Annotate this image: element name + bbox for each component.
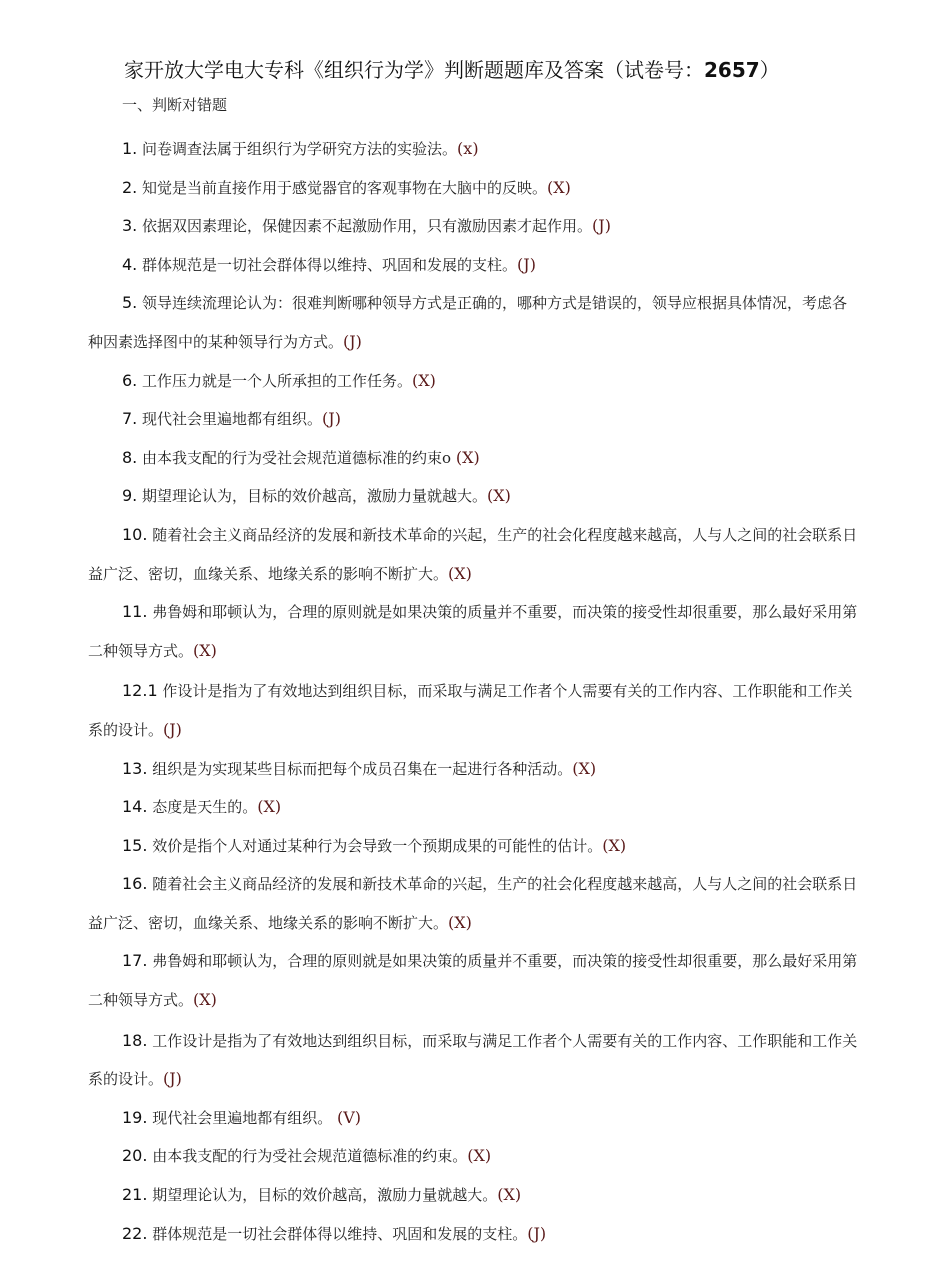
question-text: 效价是指个人对通过某种行为会导致一个预期成果的可能性的估计。 bbox=[147, 836, 603, 855]
question-number: 18. bbox=[122, 1030, 148, 1050]
question-text: 期望理论认为，目标的效价越高，激励力量就越大。 bbox=[137, 487, 488, 506]
question-text: 由本我支配的行为受社会规范道德标准的约束o bbox=[137, 448, 456, 467]
question-text: 随着社会主义商品经济的发展和新技术革命的兴起，生产的社会化程度越来越高，人与人之间的社会联系日益广泛、密切，血缘关系、地缘关系的影响不断扩大。 bbox=[88, 875, 858, 932]
question-number: 6. bbox=[122, 370, 138, 390]
question-number: 19. bbox=[122, 1107, 148, 1127]
answer-mark: (X) bbox=[467, 1146, 492, 1166]
list-item bbox=[0, 516, 950, 593]
answer-mark: (J) bbox=[163, 719, 182, 739]
question-text: 现代社会里遍地都有组织。 bbox=[147, 1108, 337, 1127]
question-text: 由本我支配的行为受社会规范道德标准的约束。 bbox=[147, 1147, 468, 1166]
question-text: 领导连续流理论认为：很难判断哪种领导方式是正确的，哪种方式是错误的，领导应根据具体情况，考虑各种因素选择图中的某种领导行为方式。 bbox=[88, 294, 848, 351]
question-text: 作设计是指为了有效地达到组织目标，而采取与满足工作者个人需要有关的工作内容、工作职能和工作关系的设计。 bbox=[88, 682, 853, 739]
question-number: 10. bbox=[122, 524, 148, 544]
list-item bbox=[0, 439, 950, 478]
list-item bbox=[0, 1137, 950, 1176]
answer-mark: (X) bbox=[448, 563, 472, 583]
question-text: 组织是为实现某些目标而把每个成员召集在一起进行各种活动。 bbox=[147, 759, 573, 778]
question-number: 20. bbox=[122, 1146, 148, 1166]
answer-mark: (X) bbox=[487, 486, 511, 506]
answer-mark: (X) bbox=[193, 990, 217, 1010]
question-number: 9. bbox=[122, 486, 138, 506]
question-text: 依据双因素理论，保健因素不起激励作用，只有激励因素才起作用。 bbox=[137, 217, 593, 236]
list-item bbox=[0, 942, 950, 1019]
question-text: 群体规范是一切社会群体得以维持、巩固和发展的支柱。 bbox=[147, 1224, 528, 1243]
answer-mark: (X) bbox=[412, 370, 436, 390]
list-item bbox=[0, 827, 950, 866]
title-suffix: ） bbox=[759, 58, 780, 82]
answer-mark: (J) bbox=[322, 409, 341, 429]
list-item bbox=[0, 788, 950, 827]
answer-mark: (X) bbox=[193, 640, 217, 660]
list-item bbox=[0, 750, 950, 789]
question-number: 21. bbox=[122, 1185, 148, 1205]
list-item bbox=[0, 207, 950, 246]
question-number: 12.1 bbox=[122, 681, 158, 701]
answer-mark: (J) bbox=[592, 216, 611, 236]
question-text: 期望理论认为，目标的效价越高，激励力量就越大。 bbox=[147, 1186, 498, 1205]
question-number: 7. bbox=[122, 409, 138, 429]
list-item bbox=[0, 1176, 950, 1215]
question-text: 问卷调查法属于组织行为学研究方法的实验法。 bbox=[137, 140, 458, 158]
question-text: 态度是天生的。 bbox=[147, 798, 258, 817]
question-number: 1. bbox=[122, 139, 138, 158]
list-item bbox=[0, 284, 950, 361]
answer-mark: (J) bbox=[163, 1069, 182, 1089]
list-item bbox=[0, 1022, 950, 1099]
answer-mark: (X) bbox=[455, 447, 480, 467]
question-text: 现代社会里遍地都有组织。 bbox=[137, 410, 323, 429]
answer-mark: (J) bbox=[343, 331, 362, 351]
answer-mark: (X) bbox=[448, 912, 472, 932]
answer-mark: (X) bbox=[572, 758, 597, 778]
section-heading: 一、判断对错题 bbox=[122, 96, 228, 114]
question-list bbox=[0, 130, 950, 1253]
list-item bbox=[0, 400, 950, 439]
list-item bbox=[0, 130, 950, 169]
answer-mark: (J) bbox=[527, 1223, 547, 1243]
list-item bbox=[0, 672, 950, 749]
answer-mark: (X) bbox=[257, 797, 282, 817]
title-prefix: 家开放大学电大专科《组织行为学》判断题题库及答案（试卷号： bbox=[124, 58, 704, 82]
question-text: 群体规范是一切社会群体得以维持、巩固和发展的支柱。 bbox=[137, 255, 518, 274]
answer-mark: (X) bbox=[547, 177, 571, 197]
question-number: 2. bbox=[122, 177, 138, 197]
question-text: 随着社会主义商品经济的发展和新技术革命的兴起，生产的社会化程度越来越高，人与人之间的社会联系日益广泛、密切，血缘关系、地缘关系的影响不断扩大。 bbox=[88, 525, 858, 583]
question-number: 16. bbox=[122, 874, 148, 894]
question-number: 4. bbox=[122, 254, 138, 274]
question-number: 5. bbox=[122, 293, 138, 313]
list-item bbox=[0, 246, 950, 285]
answer-mark: (x) bbox=[457, 139, 479, 158]
list-item bbox=[0, 477, 950, 516]
question-number: 11. bbox=[122, 602, 148, 622]
list-item bbox=[0, 593, 950, 670]
list-item bbox=[0, 865, 950, 942]
question-number: 13. bbox=[122, 758, 148, 778]
question-text: 知觉是当前直接作用于感觉器官的客观事物在大脑中的反映。 bbox=[137, 178, 548, 197]
question-text: 工作压力就是一个人所承担的工作任务。 bbox=[137, 371, 413, 390]
question-number: 15. bbox=[122, 835, 148, 855]
list-item bbox=[0, 169, 950, 208]
page-title bbox=[124, 56, 924, 84]
question-number: 17. bbox=[122, 951, 148, 971]
list-item bbox=[0, 1099, 950, 1138]
exam-number: 2657 bbox=[704, 58, 760, 82]
question-text: 弗鲁姆和耶顿认为，合理的原则就是如果决策的质量并不重要，而决策的接受性却很重要，那么最好采用第二种领导方式。 bbox=[88, 603, 858, 660]
list-item bbox=[0, 1215, 950, 1254]
answer-mark: (V) bbox=[337, 1107, 362, 1127]
question-text: 工作设计是指为了有效地达到组织目标，而采取与满足工作者个人需要有关的工作内容、工作职能和工作关系的设计。 bbox=[88, 1031, 858, 1089]
answer-mark: (X) bbox=[602, 835, 627, 855]
question-number: 22. bbox=[122, 1223, 148, 1243]
question-number: 3. bbox=[122, 216, 138, 236]
question-text: 弗鲁姆和耶顿认为，合理的原则就是如果决策的质量并不重要，而决策的接受性却很重要，那么最好采用第二种领导方式。 bbox=[88, 952, 858, 1010]
answer-mark: (X) bbox=[497, 1185, 522, 1205]
question-number: 8. bbox=[122, 447, 138, 467]
list-item bbox=[0, 362, 950, 401]
question-number: 14. bbox=[122, 797, 148, 817]
answer-mark: (J) bbox=[517, 254, 536, 274]
